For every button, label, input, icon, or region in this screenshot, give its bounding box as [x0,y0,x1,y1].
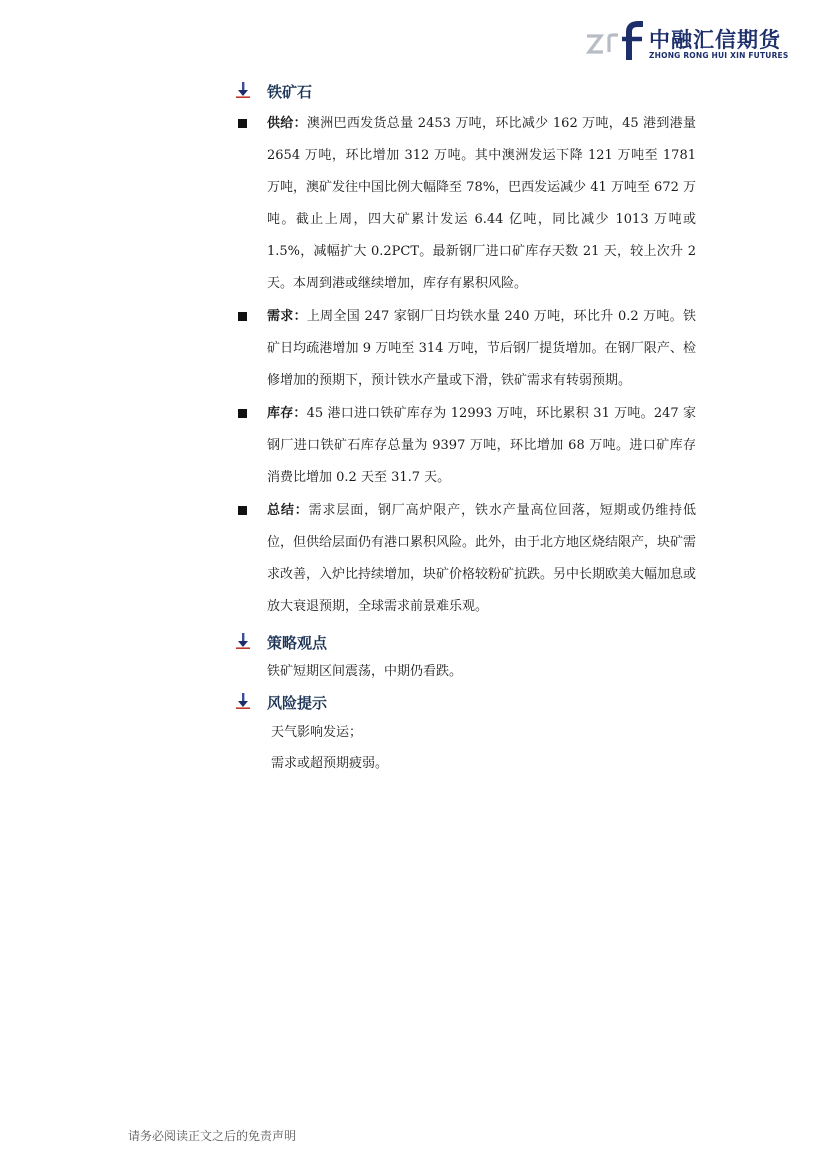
item-text: 需求层面，钢厂高炉限产，铁水产量高位回落，短期或仍维持低位，但供给层面仍有港口累积风险。此外，由于北方地区烧结限产，块矿需求改善，入炉比持续增加，块矿价格较粉矿抗跌。另中长期欧美大幅加息或放大衰退预期，全球需求前景难乐观。 [267,503,697,614]
report-body [236,74,696,779]
strategy-text: 铁矿短期区间震荡，中期仍看跌。 [267,664,463,679]
arrow-down-icon [236,82,250,98]
square-bullet-icon [238,312,247,321]
risk-item: 天气影响发运； [271,725,363,740]
section-heading-risk [236,687,696,717]
arrow-down-icon [236,693,250,709]
list-item-inventory [236,398,696,494]
item-text: 上周全国 247 家钢厂日均铁水量 240 万吨，环比升 0.2 万吨。铁矿日均疏港增加 9 万吨至 314 万吨，节后钢厂提货增加。在钢厂限产、检修增加的预期下，预计铁水产量或下滑，铁矿需求有转弱预期。 [267,309,696,388]
section-title: 策略观点 [267,634,328,652]
list-item-demand [236,301,696,397]
section-heading-iron-ore [236,76,696,106]
item-text: 澳洲巴西发货总量 2453 万吨，环比减少 162 万吨，45 港到港量 2654 万吨，环比增加 312 万吨。其中澳洲发运下降 121 万吨至 1781 万吨，澳矿发往中国比例大幅降至 78%，巴西发运减少 41 万吨至 672 万吨。截止上周，四大矿累计发运 6.44 亿吨，同比减少 1013 万吨或 1.5%，减幅扩大 0.2PCT。最新钢厂进口矿库存天数 21 天，较上次升 2 天。本周到港或继续增加，库存有累积风险。 [267,116,696,291]
square-bullet-icon [238,409,247,418]
section-heading-strategy [236,627,696,657]
zrf-logo-icon [585,20,645,64]
item-label: 需求： [267,309,307,324]
square-bullet-icon [238,506,247,515]
item-label: 总结： [267,503,309,518]
item-label: 库存： [267,406,307,421]
list-item-supply [236,108,696,300]
footer-disclaimer: 请务必阅读正文之后的免责声明 [128,1129,297,1143]
section-title: 铁矿石 [267,83,313,101]
section-title: 风险提示 [267,694,328,712]
item-text: 45 港口进口铁矿库存为 12993 万吨，环比累积 31 万吨。247 家钢厂进口铁矿石库存总量为 9397 万吨，环比增加 68 万吨。进口矿库存消费比增加 0.2 天至 31.7 天。 [267,406,696,485]
company-logo [585,20,789,64]
item-label: 供给： [267,116,307,131]
risk-item: 需求或超预期疲弱。 [271,756,389,771]
arrow-down-icon [236,633,250,649]
square-bullet-icon [238,119,247,128]
list-item-summary [236,495,696,623]
logo-english-name: ZHONG RONG HUI XIN FUTURES [649,51,789,60]
logo-chinese-name: 中融汇信期货 [649,28,781,52]
